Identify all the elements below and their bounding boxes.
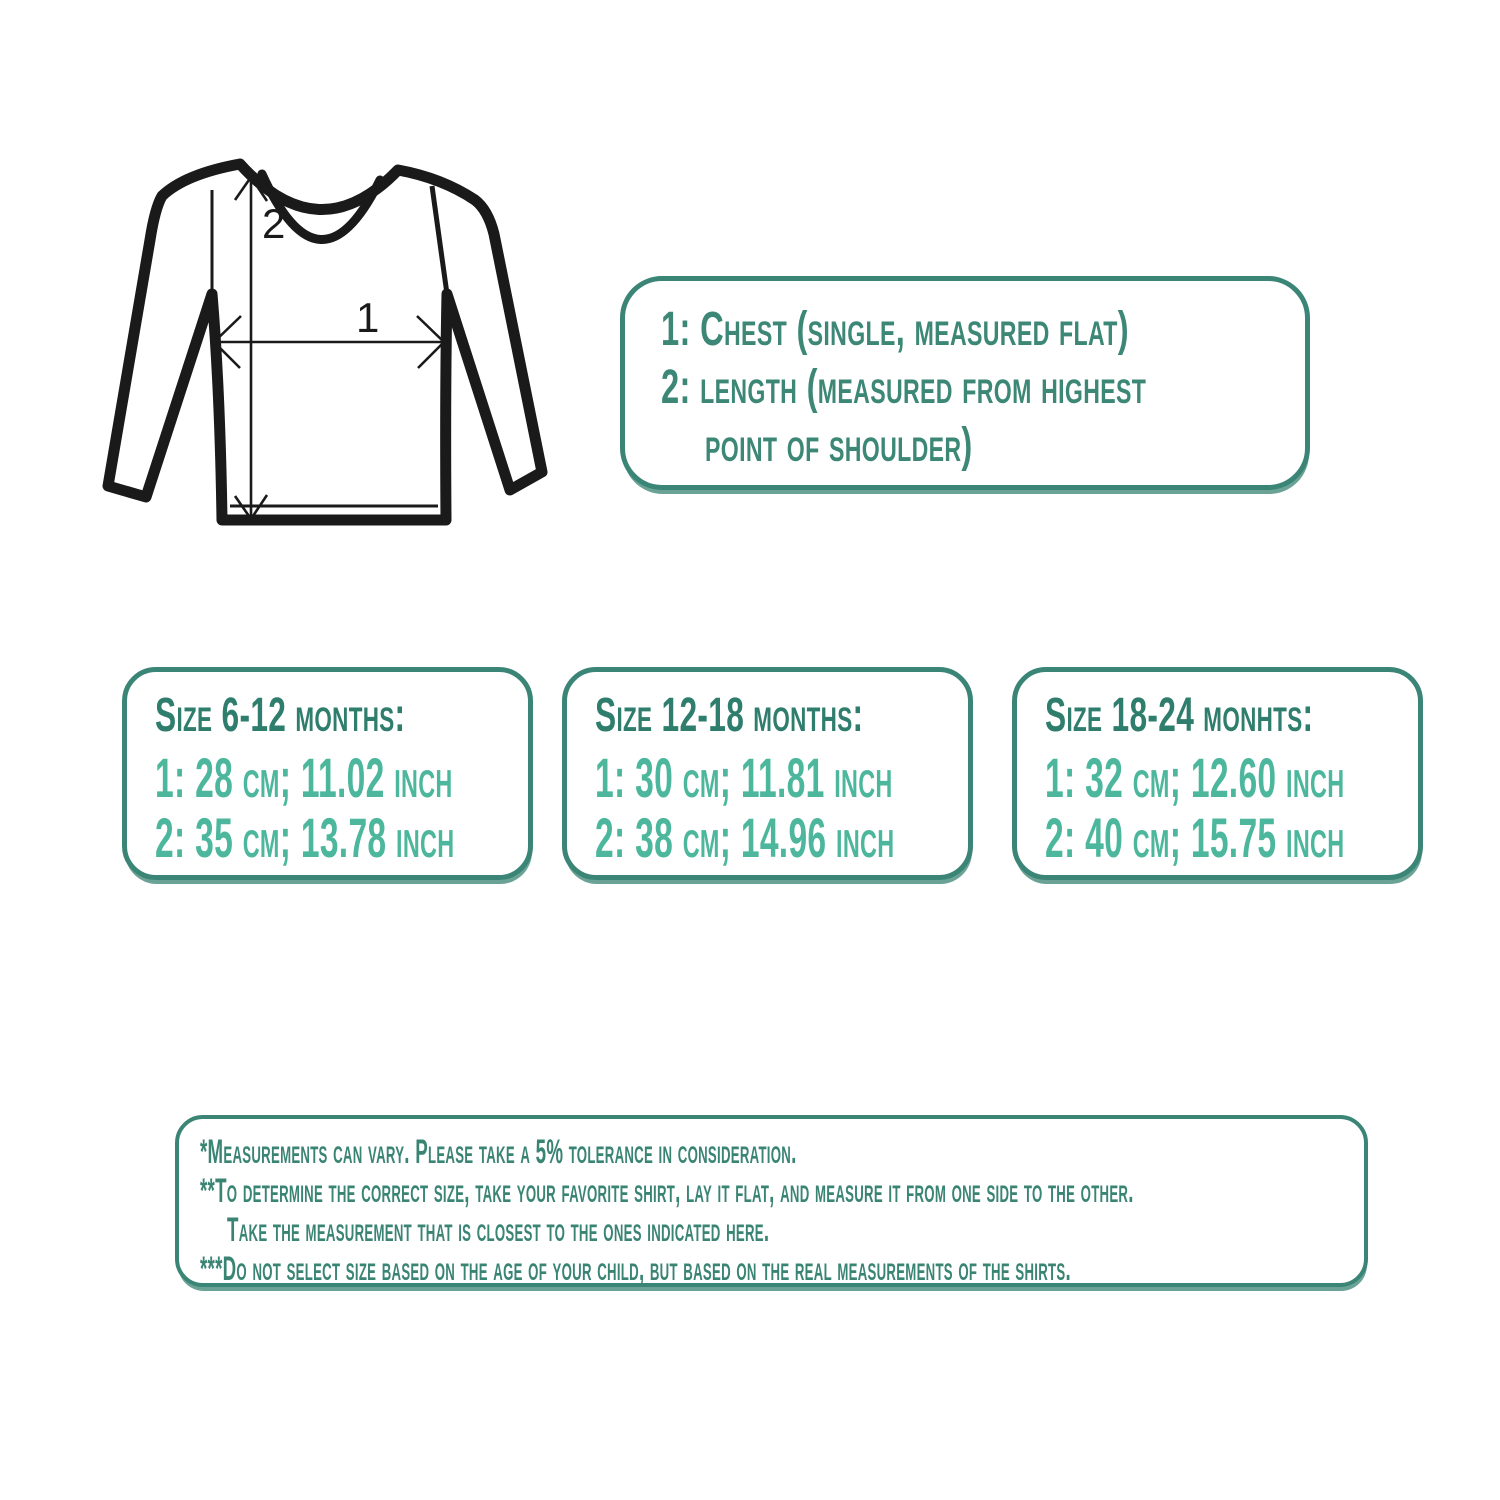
length-arrow-label: 2 xyxy=(262,200,286,247)
shirt-diagram xyxy=(90,130,570,575)
length-measurement: 2: 38 cm; 14.96 inch xyxy=(595,806,895,869)
legend-line-chest: 1: Chest (single, measured flat) xyxy=(661,303,1129,356)
note-line-how-to-measure: **To determine the correct size, take your favorite shirt, lay it flat, and measure it from one side to the other. xyxy=(200,1172,1134,1210)
note-line-tolerance: *Measurements can vary. Please take a 5% tolerance in consideration. xyxy=(200,1133,797,1171)
note-line-how-to-measure-cont: Take the measurement that is closest to the ones indicated here. xyxy=(227,1211,770,1249)
size-box-6-12-months xyxy=(122,667,533,880)
legend-line-length: 2: length (measured from highest xyxy=(661,361,1147,414)
chest-arrow-label: 1 xyxy=(356,294,380,341)
note-line-age-warning: ***Do not select size based on the age of your child, but based on the real measurements of the shirts. xyxy=(200,1250,1071,1288)
size-box-12-18-months xyxy=(562,667,973,880)
measurement-legend xyxy=(620,276,1310,490)
size-box-title: Size 12-18 months: xyxy=(595,689,864,742)
legend-line-length-cont: point of shoulder) xyxy=(705,419,973,472)
chest-measurement: 1: 30 cm; 11.81 inch xyxy=(595,746,893,809)
length-measurement: 2: 40 cm; 15.75 inch xyxy=(1045,806,1345,869)
chest-measurement: 1: 32 cm; 12.60 inch xyxy=(1045,746,1345,809)
size-box-title: Size 6-12 months: xyxy=(155,689,406,742)
size-box-18-24-months xyxy=(1012,667,1423,880)
chest-measurement: 1: 28 cm; 11.02 inch xyxy=(155,746,453,809)
measurement-notes xyxy=(175,1115,1368,1287)
length-measurement: 2: 35 cm; 13.78 inch xyxy=(155,806,455,869)
size-box-title: Size 18-24 monhts: xyxy=(1045,689,1314,742)
